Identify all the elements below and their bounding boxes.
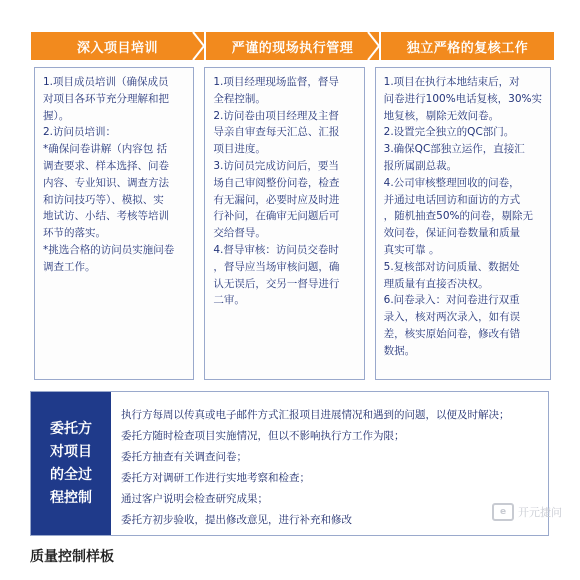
column-line: 调查要求、样本选择、问卷 (43, 159, 169, 172)
column-line: 内容、专业知识、调查方法 (43, 176, 169, 189)
column-line: 3.确保QC部独立运作，直接汇 (383, 143, 525, 156)
client-title-line: 的全过 (50, 466, 92, 483)
column-text (43, 74, 185, 276)
phase-header-label: 独立严格的复核工作 (406, 40, 529, 56)
column-line: 差，核实原始问卷，修改有错 (383, 327, 521, 340)
watermark (492, 503, 562, 521)
column-line: 理质量有直接否决权。 (383, 277, 489, 290)
column-line: 报所属副总裁。 (383, 159, 458, 172)
column-line: 数据。 (383, 344, 416, 357)
phase-column-execution (204, 67, 364, 380)
client-control-item: 执行方每周以传真或电子邮件方式汇报项目进展情况和遇到的问题，以便及时解决； (121, 409, 510, 421)
column-line: 环节的落实。 (43, 227, 106, 240)
column-line: 地复核，剔除无效问卷。 (383, 109, 500, 122)
column-line: 4.公司审核整理回收的问卷， (383, 176, 520, 189)
client-control-title (31, 392, 111, 535)
column-line: 二审。 (213, 294, 245, 307)
column-text (213, 74, 355, 309)
phase-header-label: 深入项目培训 (76, 40, 158, 56)
column-line: 效问卷，保证问卷数量和质量 (383, 227, 521, 240)
phase-header-training (30, 31, 205, 61)
client-control-item: 通过客户说明会检查研究成果； (121, 493, 268, 505)
column-line: 1.项目在执行本地结束后，对 (383, 76, 520, 88)
column-line: 并通过电话回访和面访的方式 (383, 193, 521, 206)
column-line: 和访问技巧等）、模拟、实 (43, 193, 164, 206)
column-line: ，督导应当场审核问题，确 (213, 260, 340, 273)
phase-header-review (380, 31, 555, 61)
column-line: 交给督导。 (213, 227, 266, 240)
client-title-lines (50, 418, 92, 510)
phase-column-review (375, 67, 551, 380)
column-line: 调查工作。 (43, 260, 96, 273)
column-line: 对项目各环节充分理解和把 (43, 92, 169, 105)
column-line: 真实可靠 。 (383, 243, 440, 256)
column-line: 问卷进行100%电话复核，30%实 (383, 92, 543, 105)
column-line: *确保问卷讲解（内容包 括 (43, 143, 168, 156)
column-line: 4.督导审核：访问员交卷时 (213, 243, 339, 256)
process-diagram (30, 31, 555, 384)
phase-column-training (34, 67, 194, 380)
column-line: 握）。 (43, 109, 70, 122)
column-line: 6.问卷录入：对问卷进行双重 (383, 294, 520, 307)
column-line: 2.访问卷由项目经理及主督 (213, 109, 339, 122)
column-line: ，随机抽查50%的问卷，剔除无 (383, 210, 533, 223)
column-text (384, 74, 542, 360)
column-line: 有无漏问，必要时应及时进 (213, 193, 340, 206)
phase-header-label: 严谨的现场执行管理 (231, 40, 354, 56)
phase-header-row (30, 31, 555, 61)
column-line: 1.项目经理现场监督，督导 (213, 76, 339, 88)
page-caption: 质量控制样板 (30, 549, 114, 565)
client-control-item: 委托方对调研工作进行实地考察和检查； (121, 472, 310, 484)
column-line: *挑选合格的访问员实施问卷 (43, 243, 175, 256)
watermark-logo-icon: e (492, 503, 514, 521)
column-line: 认无误后，交另一督导进行 (213, 277, 340, 290)
phase-header-execution (205, 31, 380, 61)
client-control-panel (30, 391, 549, 536)
watermark-text: 开元捷问 (518, 506, 562, 519)
column-line: 导亲自审查每天汇总、汇报 (213, 126, 340, 139)
client-control-item: 委托方初步验收，提出修改意见，进行补充和修改 (121, 514, 352, 526)
column-line: 录入，核对两次录入，如有误 (383, 311, 521, 324)
client-title-line: 对项目 (50, 443, 92, 460)
chevron-right-icon (366, 32, 380, 60)
chevron-right-icon (191, 32, 205, 60)
column-line: 2.访问员培训： (43, 126, 117, 139)
column-line: 行补问，在确审无问题后可 (213, 210, 340, 223)
client-control-item: 委托方随时检查项目实施情况，但以不影响执行方工作为限； (121, 430, 405, 442)
column-line: 3.访问员完成访问后，要当 (213, 159, 339, 172)
phase-columns (30, 67, 555, 380)
column-line: 2.设置完全独立的QC部门。 (383, 126, 515, 139)
column-line: 1.项目成员培训（确保成员 (43, 76, 169, 88)
column-line: 项目进度。 (213, 143, 266, 156)
column-line: 场自己审阅整份问卷，检查 (213, 176, 340, 189)
client-control-list (111, 392, 548, 535)
column-line: 地试访、小结、考核等培训 (43, 210, 169, 223)
client-control-item: 委托方抽查有关调查问卷； (121, 451, 247, 463)
column-line: 全程控制。 (213, 92, 266, 105)
client-title-line: 程控制 (50, 489, 92, 506)
client-title-line: 委托方 (50, 420, 92, 437)
column-line: 5.复核部对访问质量、数据处 (383, 260, 520, 273)
